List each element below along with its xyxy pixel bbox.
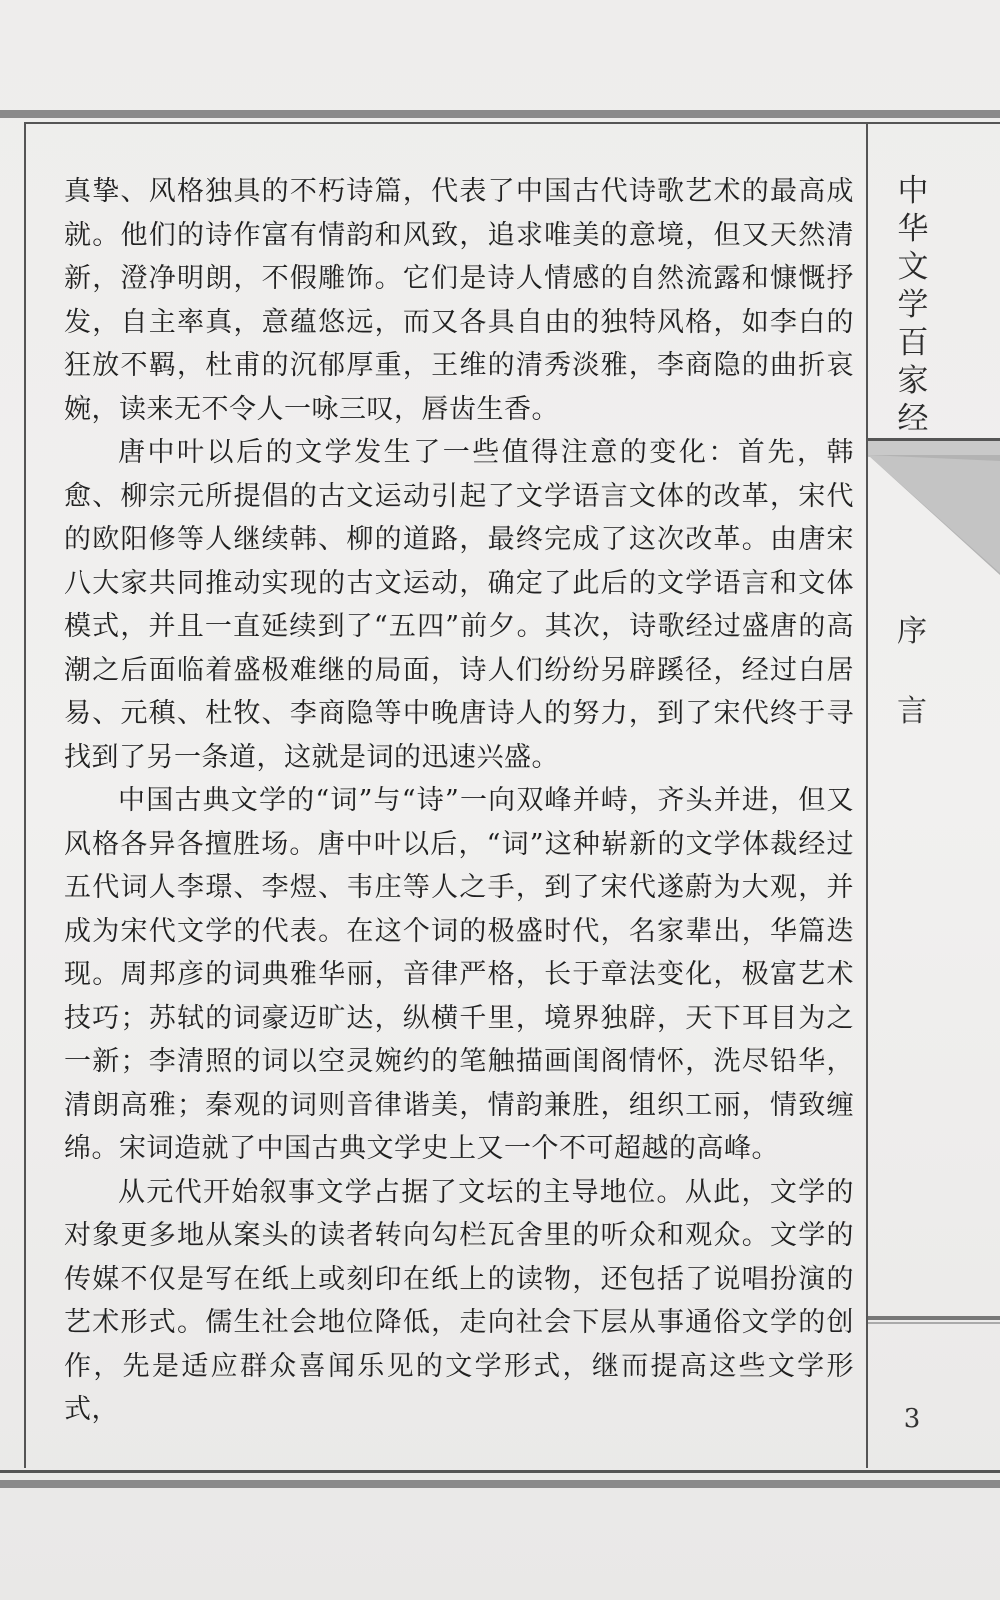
section-title-char-2: 言 <box>897 694 927 729</box>
series-title: 中华文学百家经 <box>897 173 929 437</box>
side-bottom-divider-thin <box>868 1322 1000 1324</box>
side-bottom-divider <box>868 1316 1000 1320</box>
section-title <box>892 606 932 730</box>
body-text <box>64 170 854 1432</box>
page-number: 3 <box>903 1404 921 1434</box>
paragraph-1: 真挚、风格独具的不朽诗篇，代表了中国古代诗歌艺术的最高成就。他们的诗作富有情韵和风致，追求唯美的意境，但又天然清新，澄净明朗，不假雕饰。它们是诗人情感的自然流露和慷慨抒发，自主率真，意蕴悠远，而又各具自由的独特风格，如李白的狂放不羁，杜甫的沉郁厚重，王维的清秀淡雅，李商隐的曲折哀婉，读来无不令人一咏三叹，唇齿生香。 <box>64 176 854 425</box>
paragraph-2: 唐中叶以后的文学发生了一些值得注意的变化：首先，韩愈、柳宗元所提倡的古文运动引起了文学语言文体的改革，宋代的欧阳修等人继续韩、柳的道路，最终完成了这次改革。由唐宋八大家共同推动实现的古文运动，确定了此后的文学语言和文体模式，并且一直延续到了“五四”前夕。其次，诗歌经过盛唐的高潮之后面临着盛极难继的局面，诗人们纷纷另辟蹊径，经过白居易、元稹、杜牧、李商隐等中晚唐诗人的努力，到了宋代终于寻找到了另一条道，这就是词的迅速兴盛。 <box>64 437 854 773</box>
top-border <box>0 110 1000 118</box>
content-right-border <box>866 123 868 1468</box>
side-decorative-triangle <box>868 455 1000 575</box>
paragraph-4: 从元代开始叙事文学占据了文坛的主导地位。从此，文学的对象更多地从案头的读者转向勾栏瓦舍里的听众和观众。文学的传媒不仅是写在纸上或刻印在纸上的读物，还包括了说唱扮演的艺术形式。儒生社会地位降低，走向社会下层从事通俗文学的创作，先是适应群众喜闻乐见的文学形式，继而提高这些文学形式， <box>64 1176 854 1425</box>
paragraph-3: 中国古典文学的“词”与“诗”一向双峰并峙，齐头并进，但又风格各异各擅胜场。唐中叶以后，“词”这种崭新的文学体裁经过五代词人李璟、李煜、韦庄等人之手，到了宋代遂蔚为大观，并成为宋代文学的代表。在这个词的极盛时代，名家辈出，华篇迭现。周邦彦的词典雅华丽，音律严格，长于章法变化，极富艺术技巧；苏轼的词豪迈旷达，纵横千里，境界独辟，天下耳目为之一新；李清照的词以空灵婉约的笔触描画闺阁情怀，洗尽铅华，清朗高雅；秦观的词则音律谐美，情韵兼胜，组织工丽，情致缠绵。宋词造就了中国古典文学史上又一个不可超越的高峰。 <box>64 785 854 1164</box>
left-border <box>24 123 26 1468</box>
top-inner-border <box>24 122 1000 124</box>
bottom-inner-border <box>0 1470 1000 1473</box>
bottom-border <box>0 1480 1000 1488</box>
section-title-char-1: 序 <box>897 614 927 649</box>
